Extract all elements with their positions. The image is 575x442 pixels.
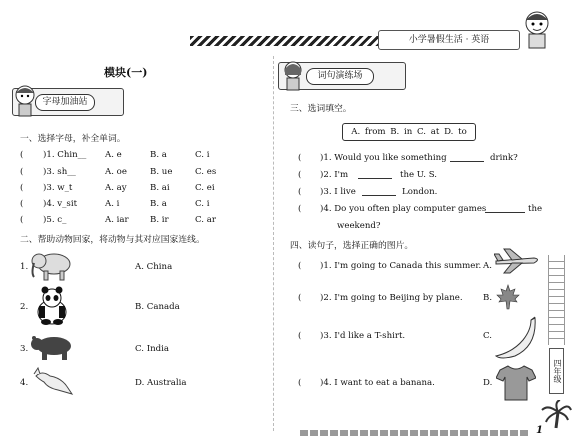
paren: ( <box>20 183 24 193</box>
question-text: )1. Would you like something <box>320 153 447 163</box>
module-title: 模块(一) <box>104 66 148 79</box>
part1-heading: 一、选择字母，补全单词。 <box>20 134 126 144</box>
answer-blank[interactable] <box>450 153 484 162</box>
paren: ( <box>298 293 302 303</box>
question-text: )3. I live <box>320 187 356 197</box>
tshirt-icon <box>496 364 536 402</box>
picture-option-label: D. <box>483 378 493 388</box>
animal-number: 4. <box>20 378 29 388</box>
answer-blank[interactable] <box>362 187 396 196</box>
option-c: C. i <box>195 199 210 209</box>
answer-blank[interactable] <box>485 204 525 213</box>
question-text: )4. v_sit <box>43 199 78 209</box>
elephant-icon <box>28 249 76 281</box>
kid-cartoon-icon <box>517 8 557 52</box>
page-number: 1 <box>536 425 543 436</box>
option-c: C. ei <box>195 183 215 193</box>
country-option: B. Canada <box>135 302 180 312</box>
paren: ( <box>20 215 24 225</box>
word-options-box: A. from B. in C. at D. to <box>342 123 476 141</box>
question-text: )4. I want to eat a banana. <box>320 378 435 388</box>
animal-number: 3. <box>20 344 29 354</box>
option-a: A. iar <box>105 215 129 225</box>
question-text: )2. I'm going to Beijing by plane. <box>320 293 463 303</box>
palm-tree-icon <box>540 400 572 430</box>
paren: ( <box>298 170 302 180</box>
paren: ( <box>20 150 24 160</box>
grade-label: 四年级 <box>549 348 564 394</box>
option-b: B. ai <box>150 183 170 193</box>
animal-number: 1. <box>20 262 29 272</box>
section-badge: 字母加油站 <box>35 94 95 111</box>
section-badge: 词句演练场 <box>306 68 374 85</box>
question-text: )4. Do you often play computer games <box>320 204 487 214</box>
girl-cartoon-icon <box>281 59 305 91</box>
question-text-end: London. <box>402 187 438 197</box>
question-text-end: the <box>528 204 543 214</box>
paren: ( <box>298 261 302 271</box>
option-a: A. i <box>105 199 120 209</box>
header-title: 小学暑假生活 · 英语 <box>378 30 520 50</box>
kangaroo-icon <box>28 366 76 396</box>
question-text: )5. c_ <box>43 215 67 225</box>
option-b: B. a <box>150 199 167 209</box>
question-text: )1. I'm going to Canada this summer. <box>320 261 482 271</box>
footer-stripe <box>300 430 530 436</box>
country-option: C. India <box>135 344 170 354</box>
panda-icon <box>32 286 72 326</box>
country-option: A. China <box>135 262 173 272</box>
option-c: C. es <box>195 167 217 177</box>
paren: ( <box>20 167 24 177</box>
paren: ( <box>298 331 302 341</box>
question-text: )1. Chin__ <box>43 150 87 160</box>
option-b: B. a <box>150 150 167 160</box>
part3-heading: 三、选词填空。 <box>290 104 352 114</box>
paren: ( <box>298 378 302 388</box>
question-text: )3. sh__ <box>43 167 76 177</box>
question-text-end: the U. S. <box>400 170 438 180</box>
paren: ( <box>298 153 302 163</box>
option-a: A. oe <box>105 167 127 177</box>
option-a: A. ay <box>105 183 127 193</box>
part4-heading: 四、读句子，选择正确的图片。 <box>290 241 414 251</box>
paren: ( <box>20 199 24 209</box>
column-divider <box>273 56 274 431</box>
paren: ( <box>298 187 302 197</box>
picture-option-label: C. <box>483 331 493 341</box>
question-text: )3. w_t <box>43 183 73 193</box>
banana-icon <box>493 316 539 360</box>
option-b: B. ir <box>150 215 169 225</box>
paren: ( <box>298 204 302 214</box>
option-a: A. e <box>105 150 122 160</box>
country-option: D. Australia <box>135 378 187 388</box>
header-stripe <box>190 36 390 46</box>
side-ladder <box>548 255 565 345</box>
part2-heading: 二、帮助动物回家，将动物与其对应国家连线。 <box>20 235 205 245</box>
option-c: C. i <box>195 150 210 160</box>
sentence-section-banner <box>278 62 406 90</box>
picture-option-label: A. <box>483 261 492 271</box>
option-c: C. ar <box>195 215 216 225</box>
question-text-cont: weekend? <box>337 221 381 231</box>
letter-section-banner <box>12 88 124 116</box>
picture-option-label: B. <box>483 293 493 303</box>
airplane-icon <box>494 248 542 274</box>
animal-number: 2. <box>20 302 29 312</box>
maple-leaf-icon <box>496 284 520 310</box>
bear-icon <box>28 333 76 361</box>
option-b: B. ue <box>150 167 173 177</box>
question-text: )2. I'm <box>320 170 349 180</box>
answer-blank[interactable] <box>358 170 392 179</box>
question-text-end: drink? <box>490 153 518 163</box>
question-text: )3. I'd like a T-shirt. <box>320 331 406 341</box>
